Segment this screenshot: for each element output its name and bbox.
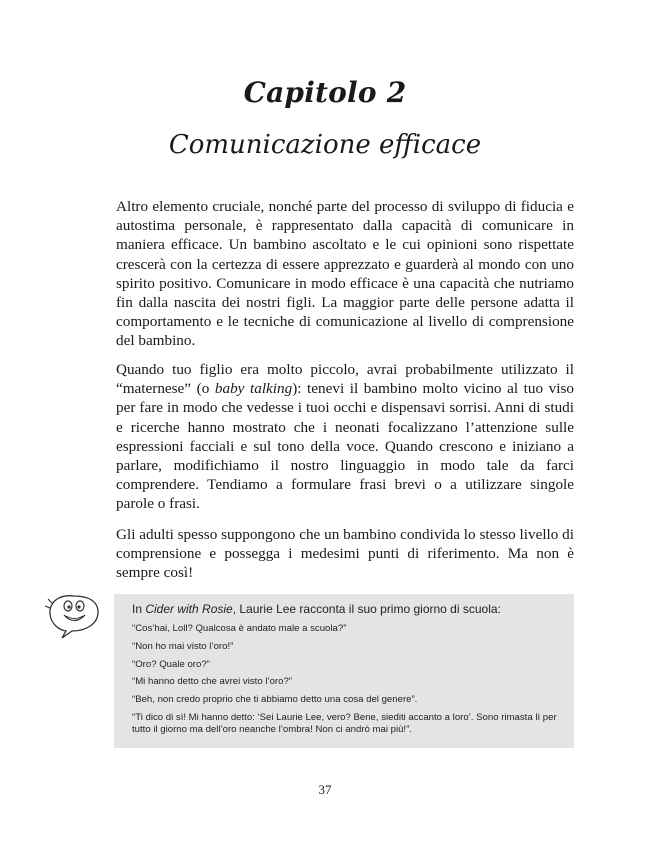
chapter-title: Comunicazione efficace — [168, 130, 482, 160]
paragraph-3: Gli adulti spesso suppongono che un bambino condivida lo stesso livello di comprensione e possegga i medesimi punti di riferimento. Ma non è sempre così! — [116, 526, 574, 582]
paragraph-2 — [116, 360, 574, 514]
quote-sidebar — [114, 594, 574, 748]
page-number: 37 — [318, 782, 332, 797]
smiling-face-icon — [44, 590, 104, 640]
dialog-line: “Beh, non credo proprio che ti abbiamo detto una cosa del genere”. — [132, 694, 418, 706]
sidebar-intro-part-b: , Laurie Lee racconta il suo primo giorno di scuola: — [232, 602, 501, 616]
dialog-line: “Cos’hai, Loll? Qualcosa è andato male a scuola?” — [132, 623, 347, 634]
sidebar-intro-part-a: In — [132, 602, 146, 616]
paragraph-2-italic: baby talking — [214, 380, 293, 398]
paragraph-1: Altro elemento cruciale, nonché parte del processo di sviluppo di fiducia e autostima personale, è rappresentato dalla capacità di comunicare in maniera efficace. Un bambino ascoltato e le cui opinioni sono rispettate crescerà con la certezza di essere apprezzato e guarderà al mondo con uno spirito positivo. Comunicare in modo efficace è una capacità che nutriamo fin dalla nascita dei nostri figli. La maggior parte delle persone adatta il comportamento e le tecniche di comunicazione al livello di comprensione del bambino. — [116, 198, 574, 350]
dialog-line: “Mi hanno detto che avrei visto l’oro?” — [132, 676, 292, 688]
dialog-line: “Oro? Quale oro?” — [132, 658, 210, 670]
sidebar-intro — [132, 602, 560, 617]
dialog-line: “Non ho mai visto l’oro!” — [132, 640, 234, 652]
paragraph-2-part-a: Quando tuo figlio era molto piccolo, avrai probabilmente utilizzato il “maternese” (o — [116, 361, 574, 398]
dialog-line: “Ti dico di sì! Mi hanno detto: ‘Sei Laurie Lee, vero? Bene, siediti accanto a loro’. Sono rimasta lì per tutto il giorno ma dell’oro neanche l’ombra! Non ci andrò mai più!”. — [132, 711, 557, 736]
book-title: Cider with Rosie — [145, 602, 233, 616]
chapter-label: Capitolo 2 — [243, 76, 407, 109]
paragraph-2-part-b: ): tenevi il bambino molto vicino al tuo viso per fare in modo che vedesse i tuoi occhi e dispensavi sorrisi. Anni di studi e ricerche hanno mostrato che i neonati focalizzano l’attenzione sulle espressioni facciali e sul tono della voce. Quando crescono e iniziano a parlare, modifichiamo il nostro linguaggio in modo tale da farci comprendere. Tendiamo a formulare frasi brevi o a utilizzare singole parole o frasi. — [116, 380, 574, 513]
